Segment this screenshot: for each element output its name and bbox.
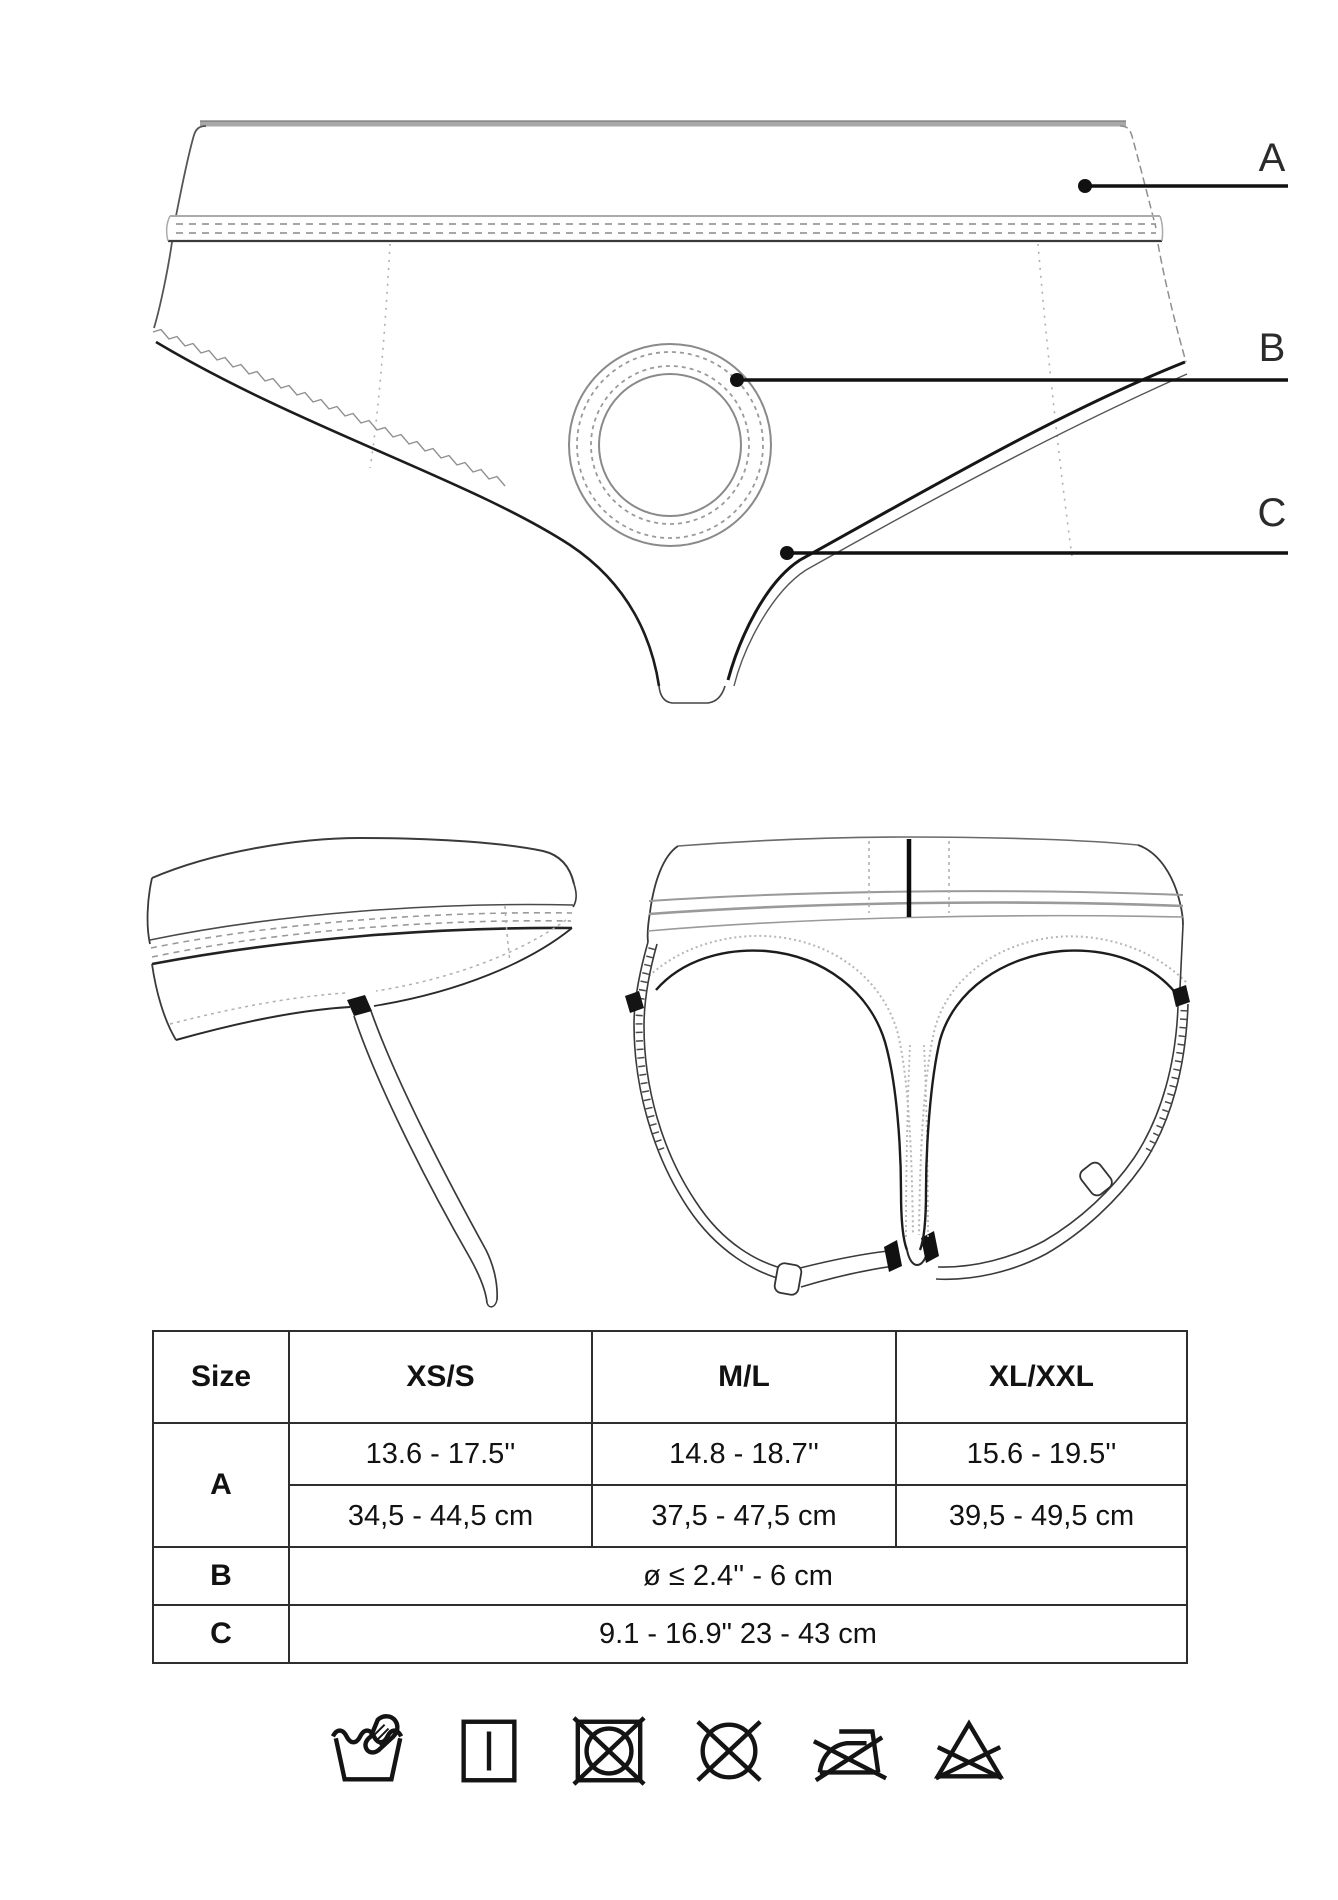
callout-b-label: B bbox=[1258, 326, 1286, 370]
do-not-dry-clean-icon bbox=[690, 1712, 768, 1790]
side-band-bottom bbox=[152, 928, 572, 964]
side-band-top bbox=[150, 905, 573, 940]
care-symbols-row bbox=[0, 1712, 1338, 1790]
front-right-leg-inner bbox=[734, 374, 1187, 686]
side-strap-tip bbox=[487, 1300, 497, 1307]
back-left-clip bbox=[625, 991, 644, 1013]
side-left-lower-edge bbox=[152, 964, 176, 1040]
row-a-cm bbox=[153, 1485, 1187, 1547]
front-crotch-tip bbox=[659, 686, 725, 703]
back-view-drawing bbox=[625, 837, 1190, 1296]
front-seam-dotted-right bbox=[1038, 244, 1072, 556]
side-right-cap bbox=[573, 884, 576, 907]
col-header-size: Size bbox=[153, 1331, 289, 1423]
back-left-bottom-band-top bbox=[800, 1251, 888, 1268]
size-table-header-row bbox=[153, 1331, 1187, 1423]
row-b-label: B bbox=[153, 1547, 289, 1605]
front-right-side-seam bbox=[1120, 126, 1156, 228]
col-header-xl-xxl: XL/XXL bbox=[896, 1331, 1187, 1423]
side-strap-clip bbox=[347, 995, 372, 1016]
o-ring-inner bbox=[599, 374, 741, 516]
drip-dry-icon bbox=[450, 1712, 528, 1790]
front-left-side-seam bbox=[176, 126, 206, 216]
callout-a-dot bbox=[1078, 179, 1092, 193]
front-elastic-right-cap bbox=[1160, 216, 1163, 241]
side-band-stitch-1 bbox=[151, 913, 572, 948]
col-header-xs-s: XS/S bbox=[289, 1331, 592, 1423]
back-right-opening-stitch bbox=[919, 936, 1186, 1235]
col-header-m-l: M/L bbox=[592, 1331, 896, 1423]
back-left-slider bbox=[774, 1262, 803, 1296]
back-left-strap-outer bbox=[634, 942, 792, 1282]
callouts bbox=[730, 136, 1288, 560]
a-cm-m-l: 37,5 - 47,5 cm bbox=[592, 1485, 896, 1547]
side-view-drawing bbox=[148, 838, 577, 1307]
back-right-strap-inner bbox=[938, 1006, 1178, 1267]
side-left-edge bbox=[148, 878, 152, 944]
row-a-label: A bbox=[153, 1423, 289, 1547]
back-right-clip bbox=[1172, 985, 1190, 1007]
back-center-stitch-left bbox=[906, 1045, 910, 1240]
back-left-bottom-band-bottom bbox=[801, 1266, 894, 1287]
front-right-side-seam-lower bbox=[1158, 244, 1186, 362]
a-cm-xs-s: 34,5 - 44,5 cm bbox=[289, 1485, 592, 1547]
a-inches-m-l: 14.8 - 18.7'' bbox=[592, 1423, 896, 1485]
side-bottom-left-curve bbox=[176, 1007, 350, 1040]
row-c bbox=[153, 1605, 1187, 1663]
do-not-tumble-dry-icon bbox=[570, 1712, 648, 1790]
do-not-iron-icon bbox=[810, 1712, 888, 1790]
back-elastic-line-2 bbox=[649, 903, 1183, 914]
do-not-bleach-icon bbox=[930, 1712, 1008, 1790]
side-top-edge bbox=[152, 838, 574, 884]
back-left-opening-curve bbox=[656, 951, 907, 1250]
o-ring-inner-stitch bbox=[591, 366, 749, 524]
callout-c-label: C bbox=[1257, 491, 1287, 535]
side-seam-dotted bbox=[505, 906, 510, 962]
back-right-slider bbox=[1077, 1160, 1114, 1198]
back-right-corner bbox=[1138, 845, 1183, 925]
row-c-value: 9.1 - 16.9" 23 - 43 cm bbox=[289, 1605, 1187, 1663]
back-left-strap-inner bbox=[644, 944, 793, 1271]
callout-b-dot bbox=[730, 373, 744, 387]
back-elastic-line-1 bbox=[649, 891, 1183, 901]
side-bottom-right-curve bbox=[374, 928, 572, 1006]
a-inches-xs-s: 13.6 - 17.5'' bbox=[289, 1423, 592, 1485]
front-left-leg-zigzag bbox=[153, 330, 505, 487]
row-a-inches bbox=[153, 1423, 1187, 1485]
front-seam-dotted-left bbox=[370, 244, 390, 468]
back-elastic-line-3 bbox=[648, 916, 1183, 931]
side-strap-left-edge bbox=[354, 1016, 487, 1303]
a-cm-xl-xxl: 39,5 - 49,5 cm bbox=[896, 1485, 1187, 1547]
side-strap-right-edge bbox=[371, 1011, 497, 1300]
back-left-corner bbox=[648, 846, 678, 942]
front-view-drawing bbox=[153, 121, 1187, 703]
side-band-stitch-2 bbox=[152, 921, 571, 957]
row-b-value: ø ≤ 2.4'' - 6 cm bbox=[289, 1547, 1187, 1605]
callout-c-dot bbox=[780, 546, 794, 560]
callout-a-label: A bbox=[1258, 136, 1286, 180]
row-c-label: C bbox=[153, 1605, 289, 1663]
row-b bbox=[153, 1547, 1187, 1605]
front-right-leg-curve bbox=[728, 362, 1185, 680]
front-left-side-seam-lower bbox=[154, 242, 172, 328]
back-right-opening-curve bbox=[920, 951, 1178, 1250]
hand-wash-icon bbox=[330, 1712, 408, 1790]
a-inches-xl-xxl: 15.6 - 19.5'' bbox=[896, 1423, 1187, 1485]
size-table bbox=[152, 1330, 1188, 1664]
front-elastic-left-cap bbox=[167, 216, 170, 241]
